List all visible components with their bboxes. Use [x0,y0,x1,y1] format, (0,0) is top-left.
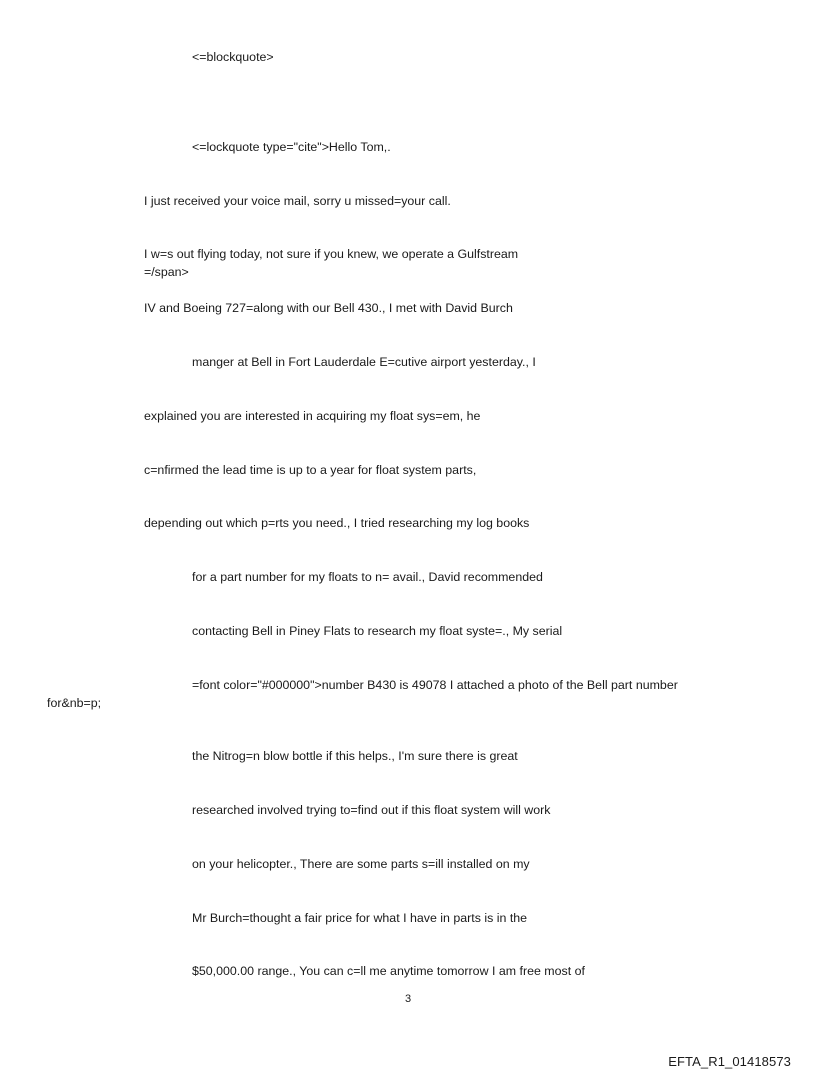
text-line: =font color="#000000">number B430 is 49078 I attached a photo of the Bell part number [192,678,678,692]
text-line: researched involved trying to=find out if this float system will work [192,803,551,817]
text-line: manger at Bell in Fort Lauderdale E=cutive airport yesterday., I [192,355,536,369]
text-line: I w=s out flying today, not sure if you knew, we operate a Gulfstream [144,247,519,261]
text-line: depending out which p=rts you need., I tried researching my log books [144,516,530,530]
text-line: I just received your voice mail, sorry u missed=your call. [144,194,451,208]
text-line: for&nb=p; [47,696,102,710]
text-line: <=blockquote> [192,50,274,64]
text-line: the Nitrog=n blow bottle if this helps., I'm sure there is great [192,749,518,763]
text-line: IV and Boeing 727=along with our Bell 430., I met with David Burch [144,301,513,315]
text-line: $50,000.00 range., You can c=ll me anytime tomorrow I am free most of [192,964,585,978]
text-line: on your helicopter., There are some parts s=ill installed on my [192,857,530,871]
text-line: <=lockquote type="cite">Hello Tom,. [192,140,391,154]
document-id: EFTA_R1_01418573 [668,1054,791,1069]
text-line: Mr Burch=thought a fair price for what I have in parts is in the [192,911,528,925]
text-line: contacting Bell in Piney Flats to research my float syste=., My serial [192,624,563,638]
text-line: explained you are interested in acquiring my float sys=em, he [144,409,481,423]
text-line: =/span> [144,265,189,279]
text-line: c=nfirmed the lead time is up to a year for float system parts, [144,463,477,477]
text-line: for a part number for my floats to n= avail., David recommended [192,570,543,584]
page-number: 3 [404,993,412,1005]
